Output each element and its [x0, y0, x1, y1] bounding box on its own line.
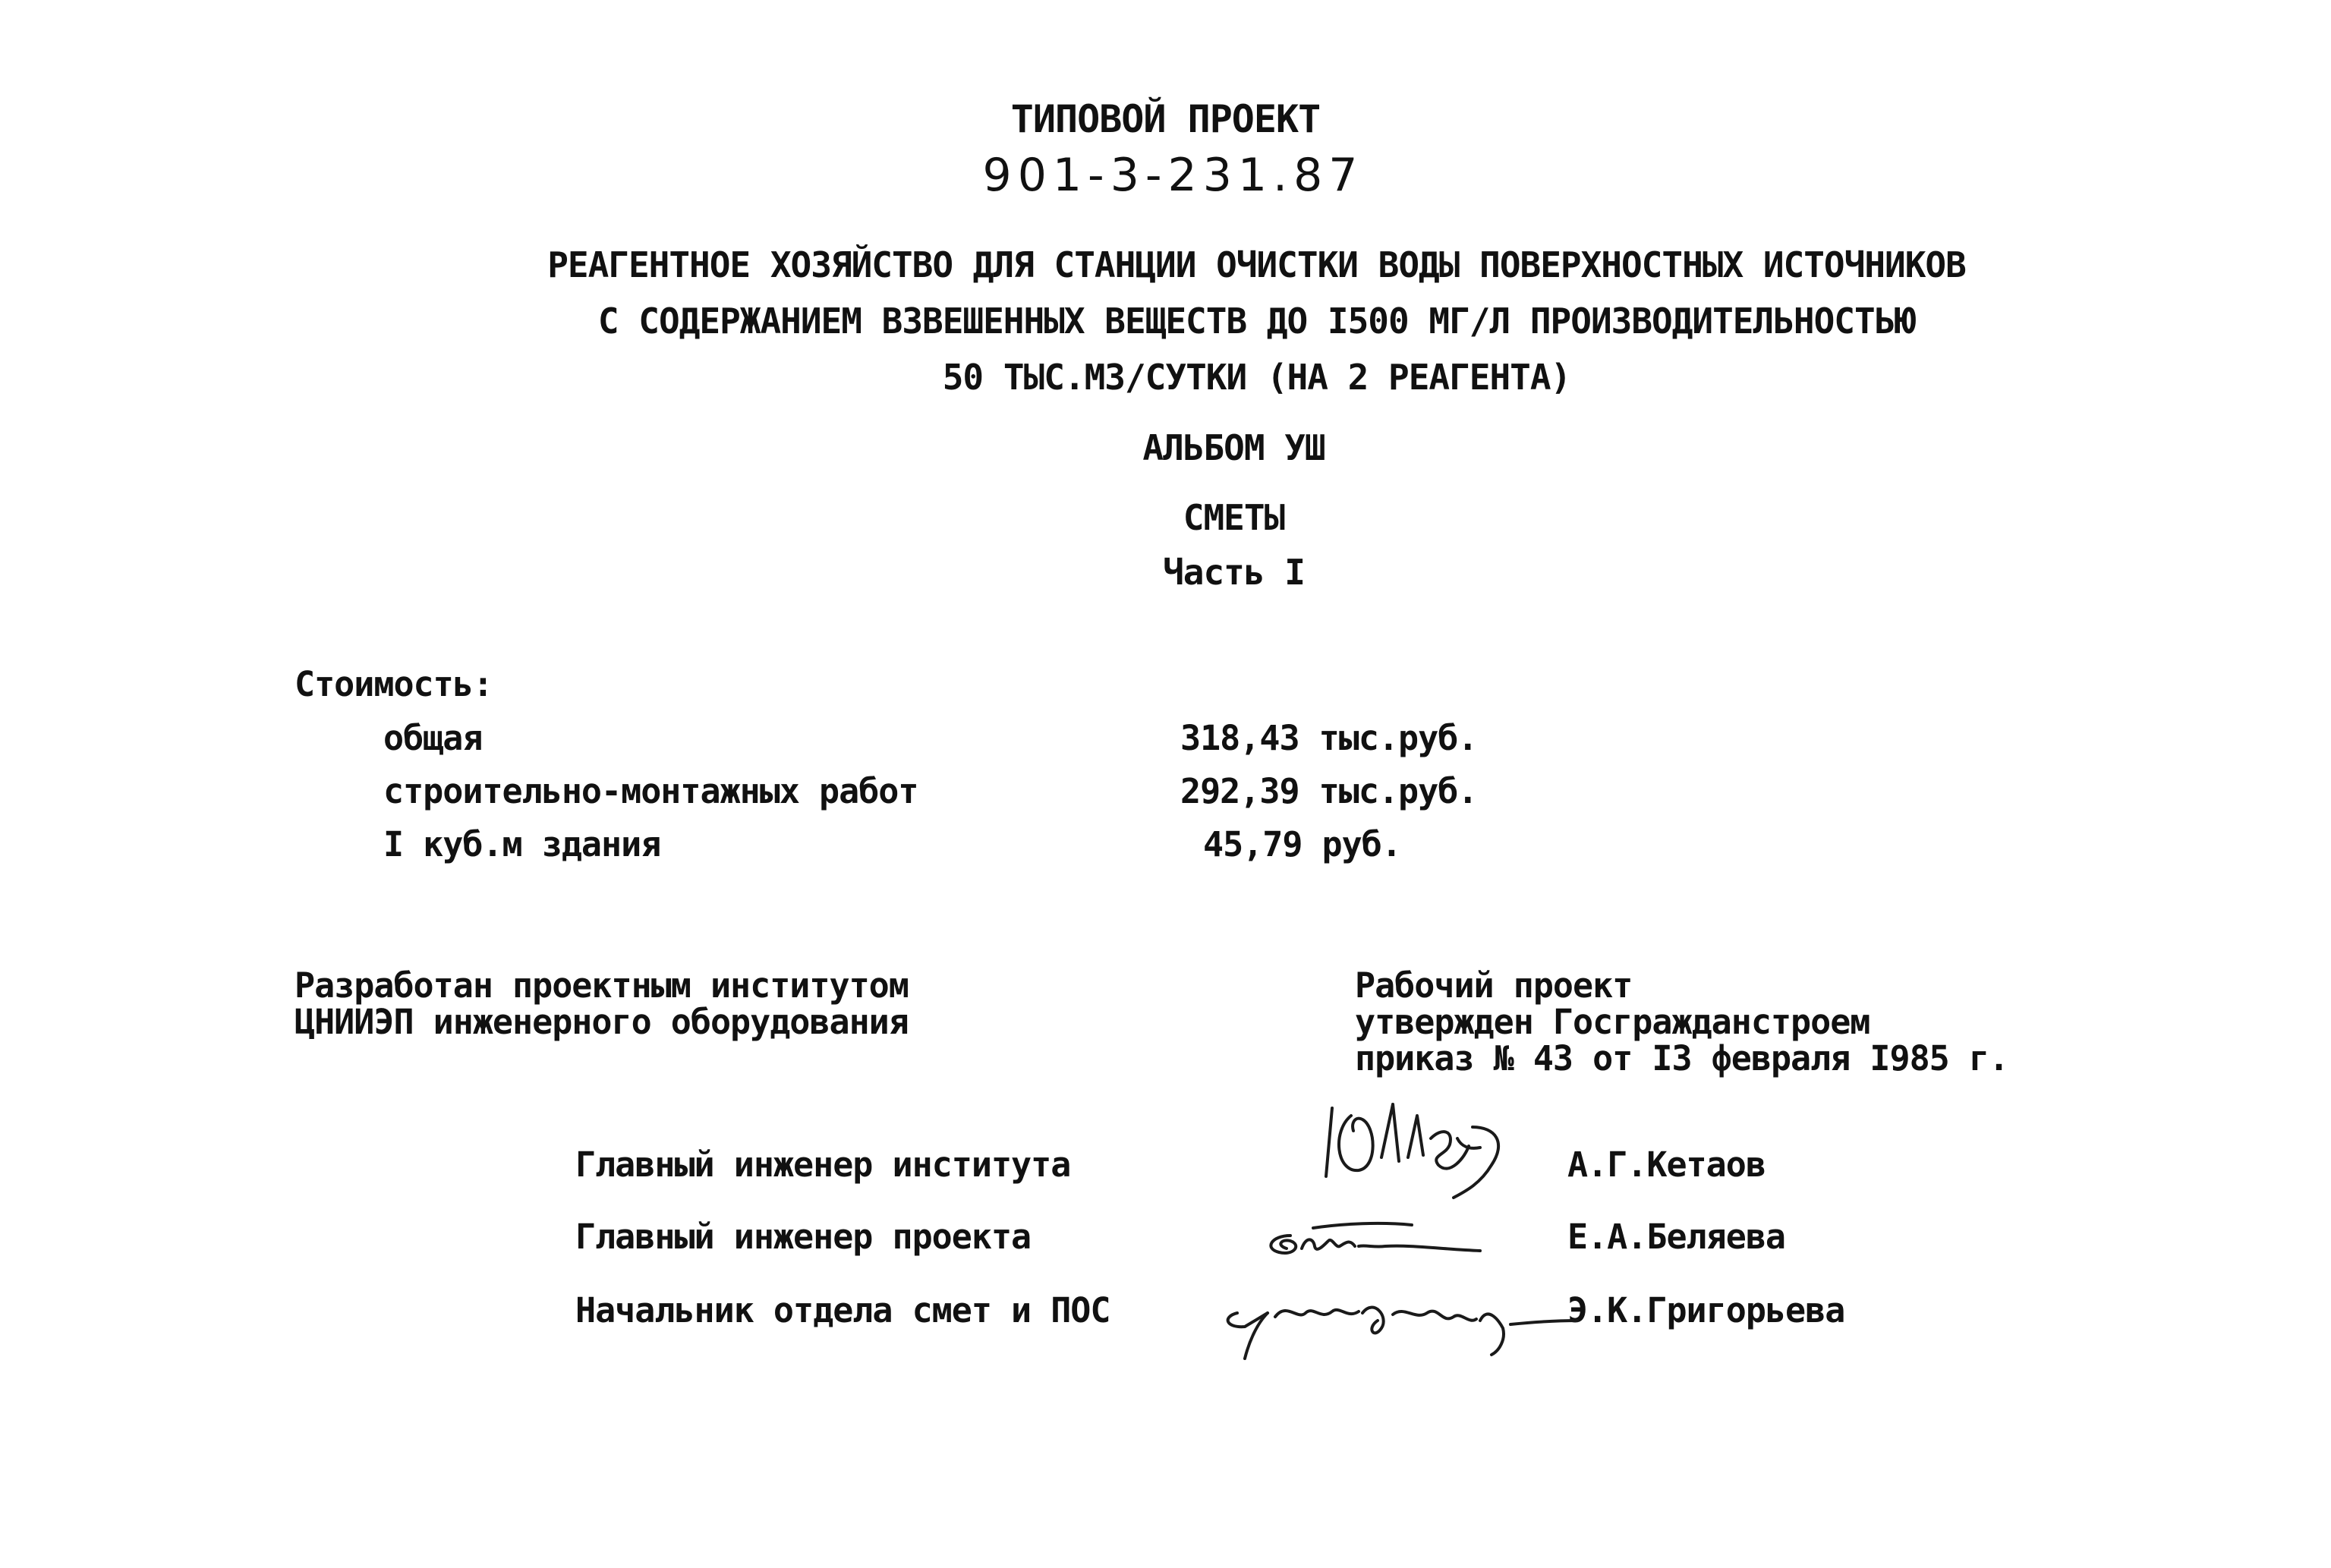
signatory-role-head-estimates: Начальник отдела смет и ПОС	[575, 1290, 1110, 1330]
signatory-name-head-estimates: Э.К.Григорьева	[1567, 1290, 1845, 1330]
signature-grigorieva	[1214, 1283, 1579, 1366]
project-type: ТИПОВОЙ ПРОЕКТ	[1010, 97, 1321, 141]
part-label: Часть I	[1163, 552, 1305, 593]
approval-line-1: Рабочий проект	[1355, 965, 1633, 1006]
title-line-1: РЕАГЕНТНОЕ ХОЗЯЙСТВО ДЛЯ СТАНЦИИ ОЧИСТКИ ВОДЫ ПОВЕРХНОСТНЫХ ИСТОЧНИКОВ	[547, 244, 1966, 285]
signatory-role-chief-engineer-institute: Главный инженер института	[575, 1145, 1071, 1185]
cost-label-per-cubic-meter: I куб.м здания	[383, 824, 661, 864]
cost-label-construction: строительно-монтажных работ	[383, 771, 918, 811]
signature-belyaeva	[1260, 1214, 1488, 1267]
developer-line-2: ЦНИИЭП инженерного оборудования	[295, 1002, 909, 1042]
signature-ketaov	[1317, 1085, 1514, 1207]
approval-line-2: утвержден Госгражданстроем	[1355, 1002, 1870, 1042]
signatory-name-chief-engineer-institute: А.Г.Кетаов	[1567, 1145, 1766, 1185]
title-line-3: 50 ТЫС.М3/СУТКИ (НА 2 РЕАГЕНТА)	[942, 357, 1571, 398]
title-line-2: С СОДЕРЖАНИЕМ ВЗВЕШЕННЫХ ВЕЩЕСТВ ДО I500 МГ/Л ПРОИЗВОДИТЕЛЬНОСТЬЮ	[597, 301, 1916, 342]
developer-line-1: Разработан проектным институтом	[295, 965, 909, 1006]
signatory-name-chief-engineer-project: Е.А.Беляева	[1567, 1217, 1786, 1257]
approval-line-3: приказ № 43 от I3 февраля I985 г.	[1355, 1038, 2009, 1078]
section-label: СМЕТЫ	[1183, 497, 1285, 538]
album-label: АЛЬБОМ УШ	[1142, 427, 1325, 468]
cost-value-per-cubic-meter: 45,79 руб.	[1203, 824, 1401, 864]
cost-heading: Стоимость:	[295, 664, 493, 704]
cost-label-total: общая	[383, 718, 483, 758]
project-number: 901-3-231.87	[982, 149, 1364, 202]
cost-value-total: 318,43 тыс.руб.	[1180, 718, 1478, 758]
cost-value-construction: 292,39 тыс.руб.	[1180, 771, 1478, 811]
signatory-role-chief-engineer-project: Главный инженер проекта	[575, 1217, 1032, 1257]
